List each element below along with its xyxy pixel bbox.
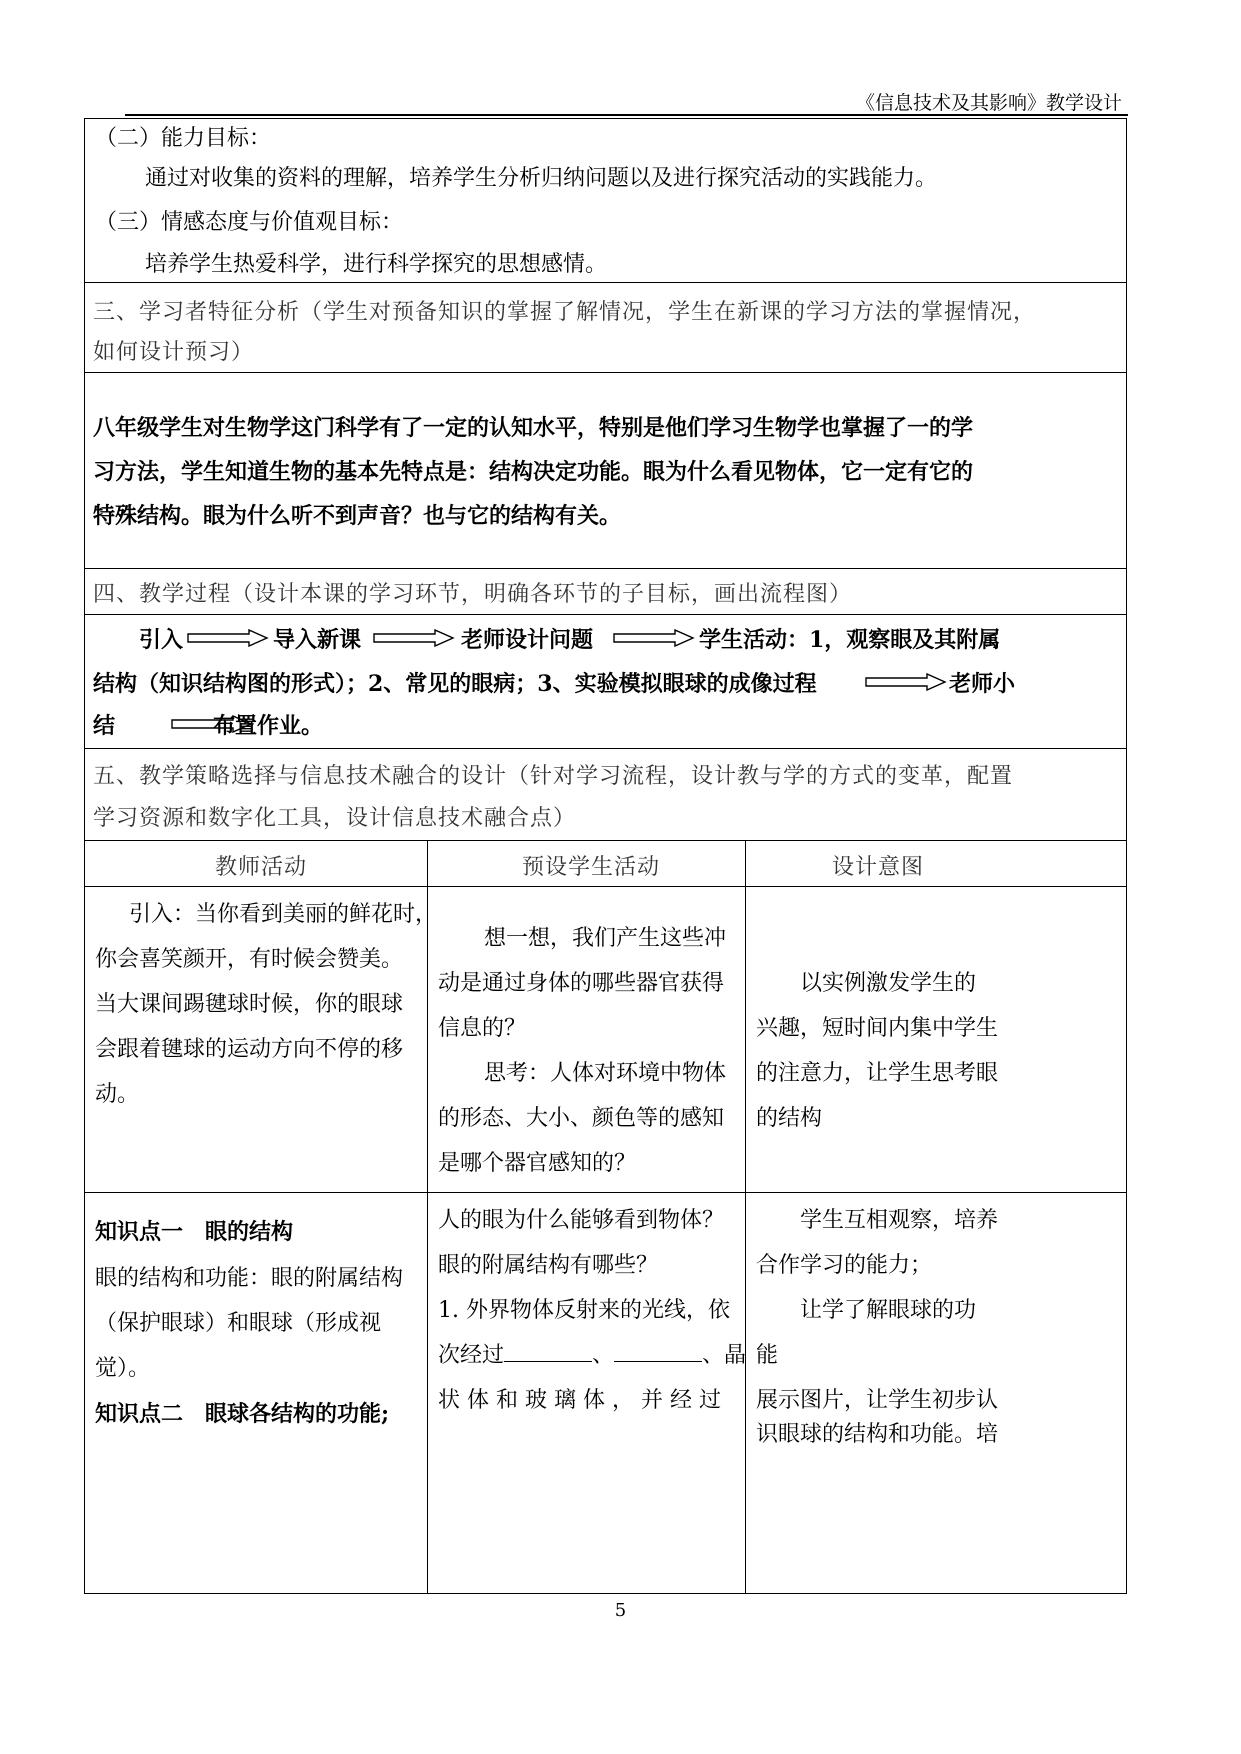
intent-line: 的注意力，让学生思考眼 bbox=[756, 1061, 999, 1086]
document-title: 《信息技术及其影响》教学设计 bbox=[855, 92, 1122, 114]
emotion-heading: （三）情感态度与价值观目标： bbox=[95, 210, 404, 235]
flow-step-intro: 引入 bbox=[139, 627, 184, 653]
fill-blank[interactable] bbox=[504, 1341, 592, 1362]
flow-step-homework: 布置作业。 bbox=[213, 713, 324, 739]
blank-post-text: 、晶 bbox=[702, 1343, 747, 1368]
ability-heading: （二）能力目标： bbox=[95, 126, 272, 151]
section3-body-line2: 习方法，学生知道生物的基本先特点是：结构决定功能。眼为什么看见物体，它一定有它的 bbox=[93, 459, 974, 485]
header-col-teacher bbox=[85, 841, 428, 886]
intent-line: 以实例激发学生的 bbox=[800, 971, 977, 996]
header-design-intent: 设计意图 bbox=[832, 855, 925, 880]
header-col-student bbox=[428, 841, 746, 886]
flow-arrow-4 bbox=[865, 673, 947, 691]
header-col-intent bbox=[746, 841, 1126, 886]
page-number: 5 bbox=[614, 1600, 627, 1621]
flow-step-student-activity: 学生活动：1，观察眼及其附属 bbox=[699, 627, 1001, 653]
blank-mid-text: 、 bbox=[592, 1343, 615, 1368]
student-line: 眼的附属结构有哪些？ bbox=[438, 1253, 659, 1278]
table-row bbox=[85, 887, 1126, 1193]
student-line: 1. 外界物体反射来的光线，依 bbox=[438, 1298, 730, 1323]
knowledge-point-1: 知识点一 眼的结构 bbox=[95, 1219, 294, 1245]
flow-arrow-1 bbox=[187, 629, 269, 647]
student-line: 想一想，我们产生这些冲 bbox=[484, 926, 727, 951]
activity-table-header bbox=[85, 841, 1126, 887]
section4-heading: 四、教学过程（设计本课的学习环节，明确各环节的子目标，画出流程图） bbox=[93, 582, 853, 607]
design-intent-cell bbox=[746, 887, 1126, 1192]
teacher-line: 会跟着毽球的运动方向不停的移 bbox=[95, 1037, 404, 1062]
section4-heading-row bbox=[85, 569, 1126, 615]
flow-row bbox=[85, 615, 1126, 749]
student-line: 动是通过身体的哪些器官获得 bbox=[438, 971, 725, 996]
emotion-text: 培养学生热爱科学，进行科学探究的思想感情。 bbox=[145, 252, 608, 277]
student-line: 是哪个器官感知的？ bbox=[438, 1151, 637, 1176]
flow-step-new-lesson: 导入新课 bbox=[273, 627, 362, 653]
teacher-line: 觉）。 bbox=[95, 1356, 151, 1381]
student-activity-cell bbox=[428, 887, 746, 1192]
intent-line: 兴趣，短时间内集中学生 bbox=[756, 1016, 999, 1041]
flow-step-summary-a: 老师小 bbox=[949, 671, 1016, 697]
intent-line: 展示图片，让学生初步认 bbox=[756, 1388, 999, 1413]
page-header bbox=[125, 84, 1128, 116]
student-line: 信息的？ bbox=[438, 1016, 527, 1041]
intent-line: 的结构 bbox=[756, 1106, 823, 1131]
flow-step-teacher-question: 老师设计问题 bbox=[461, 627, 594, 653]
fill-in-blank-line bbox=[438, 1338, 746, 1369]
flow-arrow-2 bbox=[373, 629, 455, 647]
intent-line: 合作学习的能力； bbox=[756, 1253, 933, 1278]
section5-heading-line1: 五、教学策略选择与信息技术融合的设计（针对学习流程，设计教与学的方式的变革，配置 bbox=[93, 764, 1014, 789]
design-intent-cell bbox=[746, 1193, 1126, 1593]
teacher-line: 当大课间踢毽球时候，你的眼球 bbox=[95, 992, 404, 1017]
teacher-activity-cell bbox=[85, 887, 438, 1192]
section3-heading-line1: 三、学习者特征分析（学生对预备知识的掌握了解情况，学生在新课的学习方法的掌握情况， bbox=[93, 300, 1037, 325]
section3-body-line3: 特殊结构。眼为什么听不到声音？也与它的结构有关。 bbox=[93, 503, 622, 529]
intent-line: 识眼球的结构和功能。培 bbox=[756, 1422, 999, 1447]
flow-activities-line: 结构（知识结构图的形式）；2、常见的眼病；3、实验模拟眼球的成像过程 bbox=[93, 671, 817, 697]
section3-heading-row bbox=[85, 283, 1126, 373]
student-activity-cell bbox=[428, 1193, 746, 1593]
section3-body-line1: 八年级学生对生物学这门科学有了一定的认知水平，特别是他们学习生物学也掌握了一的学 bbox=[93, 415, 974, 441]
teacher-line: 眼的结构和功能：眼的附属结构 bbox=[95, 1266, 404, 1291]
teacher-line: 引入：当你看到美丽的鲜花时， bbox=[129, 902, 438, 927]
lesson-plan-table bbox=[84, 118, 1127, 1594]
flow-step-summary-b: 结 bbox=[93, 713, 116, 739]
table-row bbox=[85, 1193, 1126, 1593]
student-line: 思考：人体对环境中物体 bbox=[484, 1061, 727, 1086]
teacher-line: 你会喜笑颜开，有时候会赞美。 bbox=[95, 947, 404, 972]
section5-heading-row bbox=[85, 749, 1126, 841]
teacher-activity-cell bbox=[85, 1193, 428, 1593]
section3-body-row bbox=[85, 373, 1126, 569]
student-line: 的形态、大小、颜色等的感知 bbox=[438, 1106, 725, 1131]
objectives-row bbox=[85, 119, 1126, 283]
header-teacher-activity: 教师活动 bbox=[215, 855, 308, 880]
section5-heading-line2: 学习资源和数字化工具，设计信息技术融合点） bbox=[93, 806, 577, 831]
blank-pre-text: 次经过 bbox=[438, 1343, 505, 1368]
ability-text: 通过对收集的资料的理解，培养学生分析归纳问题以及进行探究活动的实践能力。 bbox=[145, 166, 938, 191]
section3-heading-line2: 如何设计预习） bbox=[93, 340, 255, 365]
flow-arrow-3 bbox=[613, 629, 695, 647]
teacher-line: 动。 bbox=[95, 1082, 140, 1107]
teacher-line: （保护眼球）和眼球（形成视 bbox=[95, 1311, 382, 1336]
knowledge-point-2: 知识点二 眼球各结构的功能; bbox=[95, 1401, 390, 1427]
student-line: 状 体 和 玻 璃 体 ， 并 经 过 bbox=[438, 1388, 721, 1413]
header-student-activity: 预设学生活动 bbox=[522, 855, 661, 880]
fill-blank[interactable] bbox=[614, 1341, 702, 1362]
student-line: 人的眼为什么能够看到物体？ bbox=[438, 1208, 725, 1233]
intent-line: 让学了解眼球的功 bbox=[800, 1298, 977, 1323]
intent-line: 学生互相观察，培养 bbox=[800, 1208, 999, 1233]
intent-line: 能 bbox=[756, 1343, 779, 1368]
